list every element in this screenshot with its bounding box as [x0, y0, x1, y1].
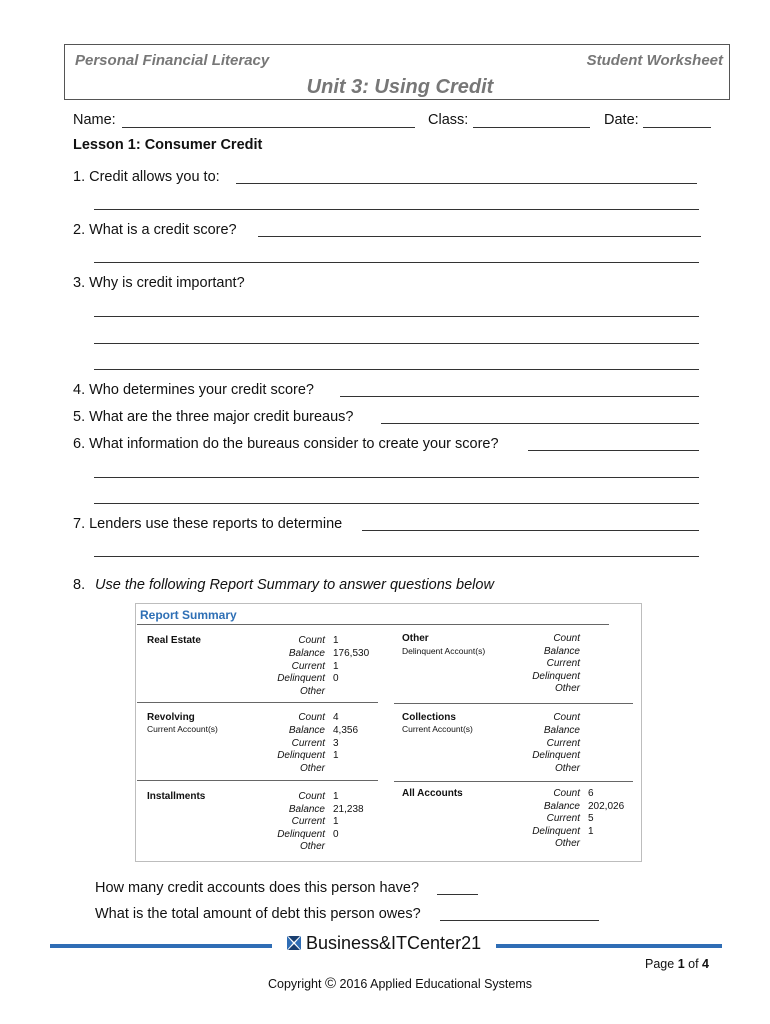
report-value: 0 [333, 829, 339, 840]
divider [394, 781, 633, 782]
report-value: 1 [333, 635, 339, 646]
report-value: 0 [333, 673, 339, 684]
report-label: Count [298, 635, 325, 646]
report-label: Other [299, 686, 325, 697]
date-field[interactable] [643, 127, 711, 128]
report-value: 1 [588, 826, 594, 837]
divider [394, 703, 633, 704]
footer-bar-left [50, 944, 272, 948]
copyright [0, 975, 770, 992]
page-current: 1 [677, 957, 685, 971]
report-title: Report Summary [140, 608, 237, 622]
page-total: 4 [702, 957, 709, 971]
report-value: 3 [333, 738, 339, 749]
report-label: Delinquent [277, 829, 325, 840]
report-label: Count [298, 712, 325, 723]
question-7: 7. Lenders use these reports to determine [73, 516, 343, 532]
report-label: Balance [288, 648, 325, 659]
report-value: 176,530 [333, 648, 370, 659]
report-label: Current [291, 738, 325, 749]
class-label: Class: [428, 112, 469, 128]
report-label: Balance [543, 725, 580, 736]
report-value: 4 [333, 712, 339, 723]
report-value: 1 [333, 791, 339, 802]
footer-bar-right [496, 944, 722, 948]
report-label: Other [299, 841, 325, 852]
report-value: 1 [333, 816, 339, 827]
answer-line[interactable] [381, 423, 699, 424]
answer-line[interactable] [94, 343, 699, 344]
answer-line[interactable] [94, 556, 699, 557]
report-label: Delinquent [532, 750, 580, 761]
other-subtitle: Delinquent Account(s) [402, 646, 486, 656]
report-value: 202,026 [588, 801, 625, 812]
collections-heading: Collections [402, 712, 456, 723]
report-value: 1 [333, 661, 339, 672]
report-value: 1 [333, 750, 339, 761]
followup-question-a: How many credit accounts does this person have? [95, 880, 420, 896]
report-label: Current [291, 661, 325, 672]
revolving-heading: Revolving [147, 712, 195, 723]
report-label: Delinquent [532, 826, 580, 837]
report-label: Balance [543, 801, 580, 812]
answer-line[interactable] [94, 369, 699, 370]
answer-line[interactable] [258, 236, 701, 237]
answer-line[interactable] [528, 450, 699, 451]
real-estate-heading: Real Estate [147, 635, 201, 646]
report-label: Other [299, 763, 325, 774]
answer-line[interactable] [94, 316, 699, 317]
logo-icon [286, 935, 302, 951]
answer-line[interactable] [340, 396, 699, 397]
page-label: Page [645, 957, 675, 971]
course-name: Personal Financial Literacy [75, 52, 270, 69]
copyright-prefix: Copyright [267, 977, 322, 991]
question-5: 5. What are the three major credit bureaus? [73, 409, 354, 425]
question-1: 1. Credit allows you to: [73, 169, 220, 185]
worksheet-type: Student Worksheet [586, 52, 723, 69]
page-number [645, 957, 709, 971]
answer-line[interactable] [362, 530, 699, 531]
report-label: Delinquent [532, 671, 580, 682]
report-label: Count [553, 712, 580, 723]
revolving-subtitle: Current Account(s) [147, 724, 218, 734]
report-value: 6 [588, 788, 594, 799]
copyright-text: 2016 Applied Educational Systems [339, 977, 533, 991]
page-of: of [688, 957, 699, 971]
collections-subtitle: Current Account(s) [402, 724, 473, 734]
question-8-number: 8. [73, 577, 86, 593]
question-3: 3. Why is credit important? [73, 275, 245, 291]
report-label: Current [546, 658, 580, 669]
installments-heading: Installments [147, 791, 206, 802]
report-label: Balance [543, 646, 580, 657]
report-value: 21,238 [333, 804, 364, 815]
question-4: 4. Who determines your credit score? [73, 382, 314, 398]
name-field[interactable] [122, 127, 415, 128]
logo-text: Business&ITCenter21 [306, 933, 482, 953]
question-2: 2. What is a credit score? [73, 222, 237, 238]
report-label: Balance [288, 804, 325, 815]
divider [137, 624, 609, 625]
answer-line[interactable] [437, 894, 478, 895]
report-label: Delinquent [277, 673, 325, 684]
report-label: Current [546, 813, 580, 824]
date-label: Date: [604, 112, 639, 128]
report-value: 4,356 [333, 725, 359, 736]
all-accounts-heading: All Accounts [402, 788, 463, 799]
report-label: Count [298, 791, 325, 802]
answer-line[interactable] [236, 183, 697, 184]
copyright-symbol: © [324, 975, 337, 992]
followup-question-b: What is the total amount of debt this person owes? [95, 906, 421, 922]
report-label: Other [554, 683, 580, 694]
question-6: 6. What information do the bureaus consider to create your score? [73, 436, 499, 452]
report-label: Delinquent [277, 750, 325, 761]
answer-line[interactable] [440, 920, 599, 921]
name-label: Name: [73, 112, 116, 128]
answer-line[interactable] [94, 503, 699, 504]
footer-logo [286, 933, 481, 954]
report-label: Current [546, 738, 580, 749]
report-label: Current [291, 816, 325, 827]
lesson-heading: Lesson 1: Consumer Credit [73, 137, 263, 153]
report-label: Other [554, 838, 580, 849]
question-8: Use the following Report Summary to answer questions below [95, 577, 494, 593]
report-value: 5 [588, 813, 594, 824]
answer-line[interactable] [94, 262, 699, 263]
report-label: Other [554, 763, 580, 774]
divider [137, 780, 378, 781]
report-label: Count [553, 788, 580, 799]
divider [137, 702, 378, 703]
answer-line[interactable] [94, 477, 699, 478]
report-label: Balance [288, 725, 325, 736]
page-title: Unit 3: Using Credit [306, 76, 494, 98]
report-label: Count [553, 633, 580, 644]
other-heading: Other [402, 633, 429, 644]
answer-line[interactable] [94, 209, 699, 210]
class-field[interactable] [473, 127, 590, 128]
